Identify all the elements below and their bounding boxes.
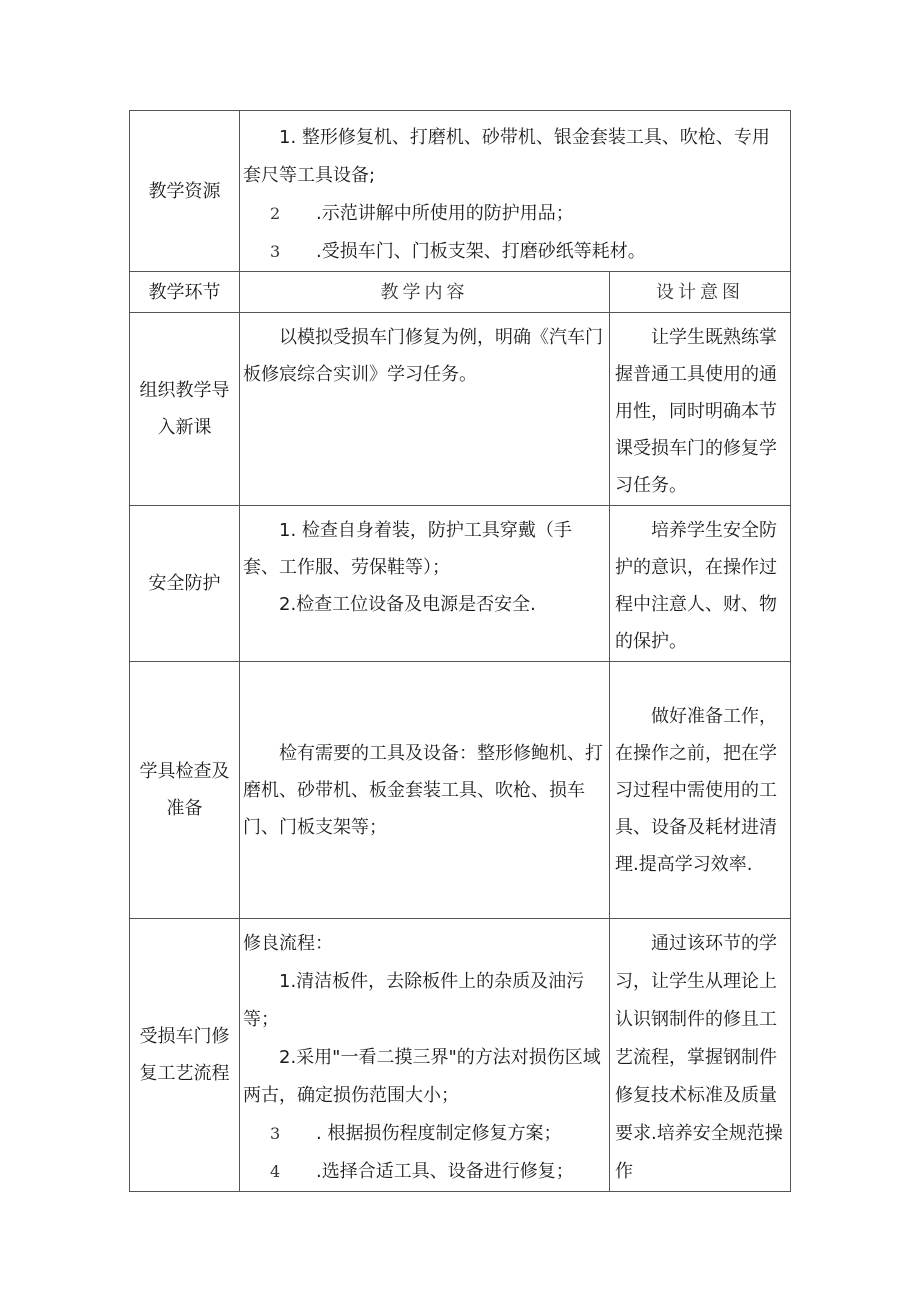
row-intro [130,313,791,506]
resources-content [240,111,791,272]
process-step-3 [243,1115,606,1153]
process-step-1: 1.清洁板件，去除板件上的杂质及油污等； [243,971,585,1030]
process-label: 受损车门修复工艺流程 [130,919,240,1192]
resources-line-1: 1. 整形修复机、打磨机、砂带机、银金套装工具、吹枪、专用套尺等工具设备; [243,127,770,186]
lesson-plan-table [129,110,791,1192]
prep-label: 学具检查及准备 [130,662,240,919]
intro-intent-text: 让学生既熟练掌握普通工具使用的通用性，同时明确本节课受损车门的修复学习任务。 [615,327,777,496]
resources-line-3-text: .受损车门、门板支架、打磨砂纸等耗材。 [316,241,646,262]
header-col-stage: 教学环节 [130,272,240,313]
process-intent [610,919,791,1192]
safety-intent [610,506,791,662]
safety-label: 安全防护 [130,506,240,662]
safety-intent-text: 培养学生安全防护的意识，在操作过程中注意人、财、物的保护。 [615,520,777,652]
process-intent-text: 通过该环节的学习，让学生从理论上认识钢制件的修且工艺流程，掌握钢制件修复技术标准及质量要求.培养安全规范操作 [615,933,783,1182]
process-step-4 [243,1153,606,1191]
resources-line-2-num: 2 [270,204,281,223]
intro-content-text: 以模拟受损车门修复为例，明确《汽车门板修宸综合实训》学习任务。 [243,327,603,385]
resources-line-3 [243,233,787,271]
intro-label: 组织教学导入新课 [130,313,240,506]
header-col-intent: 设计意图 [610,272,791,313]
process-step-4-num: 4 [270,1162,281,1181]
resources-line-2-text: .示范讲解中所使用的防护用品； [316,203,574,224]
process-title: 修良流程： [243,933,333,954]
process-step-3-num: 3 [270,1124,281,1143]
row-process [130,919,791,1192]
process-step-3-text: . 根据损伤程度制定修复方案； [316,1123,562,1144]
prep-intent-text: 做好准备工作，在操作之前，把在学习过程中需使用的工具、设备及耗材进清理.提高学习效率. [615,705,777,875]
prep-content-text: 检有需要的工具及设备：整形修鲍机、打磨机、砂带机、板金套装工具、吹枪、损车门、门板支架等； [243,742,603,838]
resources-label: 教学资源 [130,111,240,272]
row-safety [130,506,791,662]
safety-content-line-1: 1. 检查自身着装，防护工具穿戴（手套、工作服、劳保鞋等）； [243,520,572,578]
header-col-content: 教学内容 [240,272,610,313]
row-prep [130,662,791,919]
safety-content [240,506,610,662]
process-content [240,919,610,1192]
row-resources [130,111,791,272]
process-step-2: 2.采用"一看二摸三界"的方法对损伤区域两古，确定损伤范围大小； [243,1047,601,1106]
prep-content [240,662,610,919]
intro-intent [610,313,791,506]
safety-content-line-2: 2.检查工位设备及电源是否安全. [279,594,536,615]
row-header [130,272,791,313]
process-step-4-text: .选择合适工具、设备进行修复； [316,1161,574,1182]
resources-line-2 [243,195,787,233]
resources-line-3-num: 3 [270,242,281,261]
intro-content [240,313,610,506]
prep-intent [610,662,791,919]
